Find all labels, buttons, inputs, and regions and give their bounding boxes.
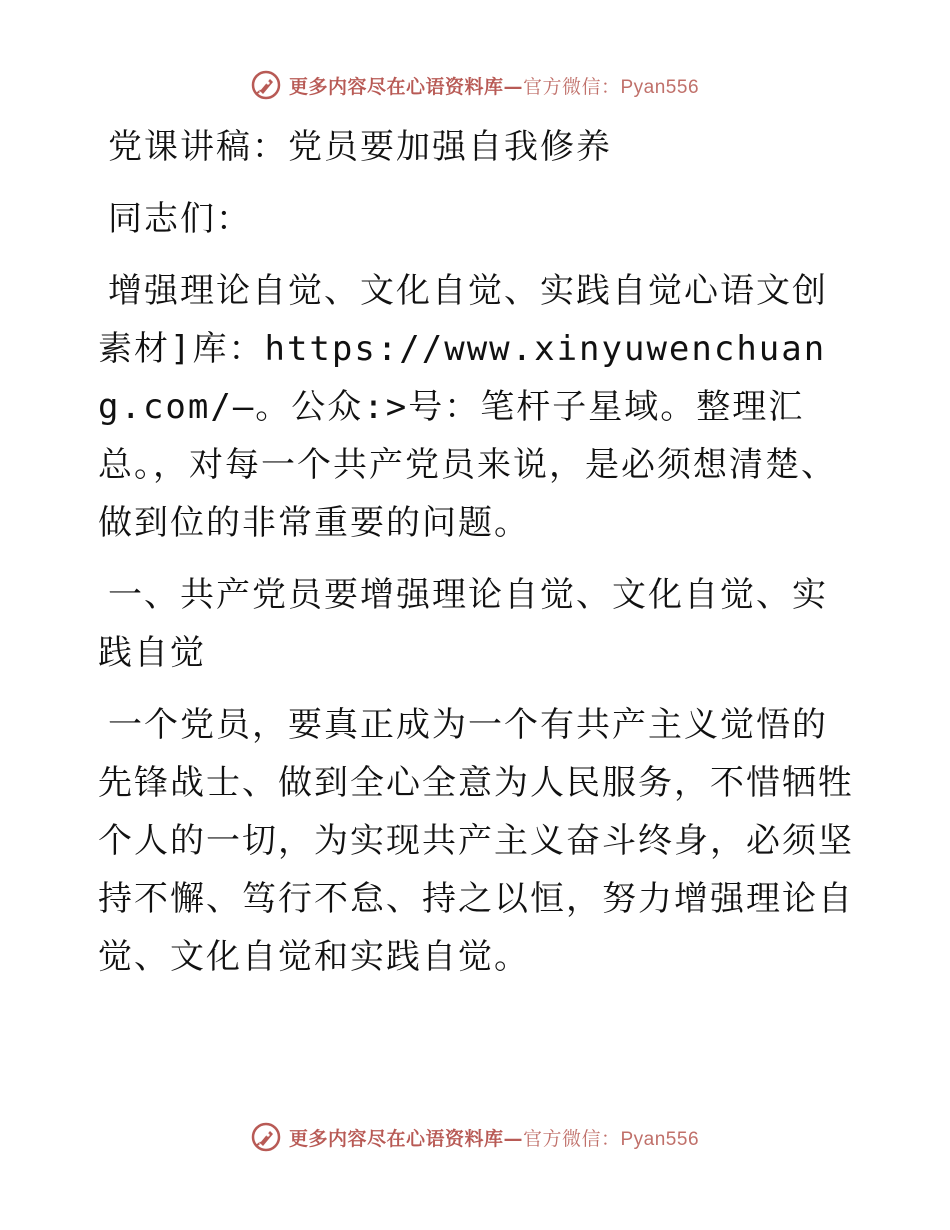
document-body xyxy=(98,118,858,986)
salutation: 同志们： xyxy=(108,199,252,239)
banner-text xyxy=(289,1124,699,1151)
banner-dash: — xyxy=(503,75,523,98)
banner-label: 官方微信： xyxy=(522,75,621,98)
pen-nib-logo-icon xyxy=(251,1122,281,1152)
banner-main-text: 更多内容尽在心语资料库 xyxy=(288,75,504,98)
section-heading-1: 一、共产党员要增强理论自觉、文化自觉、实践自觉 xyxy=(98,575,828,673)
footer-banner xyxy=(0,1122,950,1152)
banner-dash: — xyxy=(503,1127,523,1150)
paragraph-1: 增强理论自觉、文化自觉、实践自觉心语文创素材]库：https://www.xinyuwenchuang.com/—。公众:>号：笔杆子星域。整理汇总。，对每一个共产党员来说，是必须想清楚、做到位的非常重要的问题。 xyxy=(98,271,837,543)
banner-wechat-id: Pyan556 xyxy=(620,76,700,98)
pen-nib-logo-icon xyxy=(251,70,281,100)
document-title: 党课讲稿：党员要加强自我修养 xyxy=(108,127,612,167)
banner-main-text: 更多内容尽在心语资料库 xyxy=(288,1127,504,1150)
banner-text xyxy=(289,72,699,99)
header-banner xyxy=(0,70,950,100)
banner-wechat-id: Pyan556 xyxy=(620,1128,700,1150)
banner-label: 官方微信： xyxy=(522,1127,621,1150)
paragraph-2: 一个党员，要真正成为一个有共产主义觉悟的先锋战士、做到全心全意为人民服务，不惜牺牲个人的一切，为实现共产主义奋斗终身，必须坚持不懈、笃行不怠、持之以恒，努力增强理论自觉、文化自觉和实践自觉。 xyxy=(98,705,854,977)
